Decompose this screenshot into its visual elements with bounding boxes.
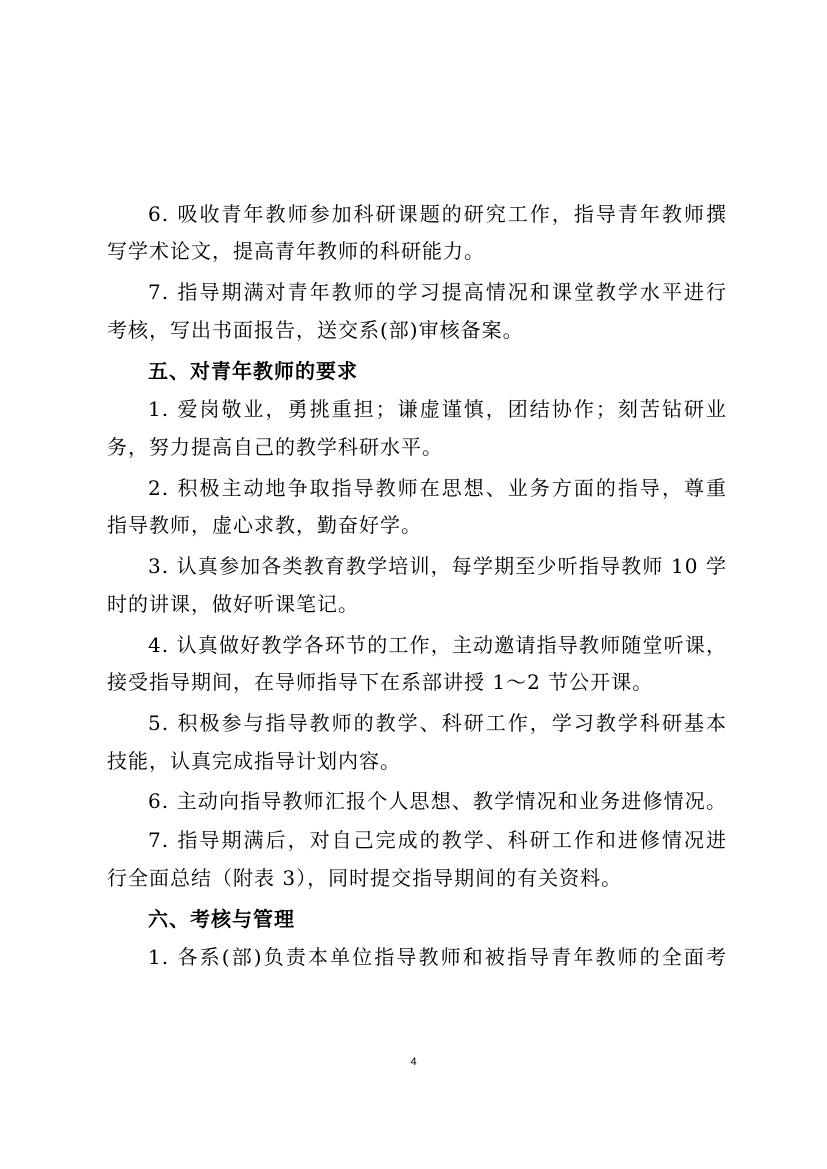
text-line: 技能，认真完成指导计划内容。 bbox=[107, 749, 401, 773]
text-line: 3. 认真参加各类教育教学培训，每学期至少听指导教师 10 学 bbox=[148, 554, 727, 578]
text-line: 务，努力提高自己的教学科研水平。 bbox=[107, 435, 443, 459]
text-line: 7. 指导期满对青年教师的学习提高情况和课堂教学水平进行 bbox=[148, 280, 727, 304]
text-line: 接受指导期间，在导师指导下在系部讲授 1～2 节公开课。 bbox=[107, 670, 654, 694]
section-heading: 六、考核与管理 bbox=[148, 907, 295, 931]
text-line: 1. 爱岗敬业，勇挑重担；谦虚谨慎，团结协作；刻苦钻研业 bbox=[148, 397, 727, 421]
text-line: 行全面总结（附表 3），同时提交指导期间的有关资料。 bbox=[107, 866, 623, 890]
text-line: 考核，写出书面报告，送交系(部)审核备案。 bbox=[107, 318, 524, 342]
text-line: 2. 积极主动地争取指导教师在思想、业务方面的指导，尊重 bbox=[148, 476, 727, 500]
text-line: 1. 各系(部)负责本单位指导教师和被指导青年教师的全面考 bbox=[148, 945, 727, 969]
text-line: 4. 认真做好教学各环节的工作，主动邀请指导教师随堂听课， bbox=[148, 633, 727, 657]
text-line: 5. 积极参与指导教师的教学、科研工作，学习教学科研基本 bbox=[148, 711, 727, 735]
page-number: 4 bbox=[410, 1056, 417, 1068]
text-line: 7. 指导期满后，对自己完成的教学、科研工作和进修情况进 bbox=[148, 828, 727, 852]
section-heading: 五、对青年教师的要求 bbox=[148, 359, 358, 383]
text-line: 时的讲课，做好听课笔记。 bbox=[107, 592, 359, 616]
text-line: 指导教师，虚心求教，勤奋好学。 bbox=[107, 513, 422, 537]
text-line: 写学术论文，提高青年教师的科研能力。 bbox=[107, 239, 485, 263]
text-line: 6. 主动向指导教师汇报个人思想、教学情况和业务进修情况。 bbox=[148, 789, 727, 813]
text-line: 6. 吸收青年教师参加科研课题的研究工作，指导青年教师撰 bbox=[148, 202, 727, 226]
